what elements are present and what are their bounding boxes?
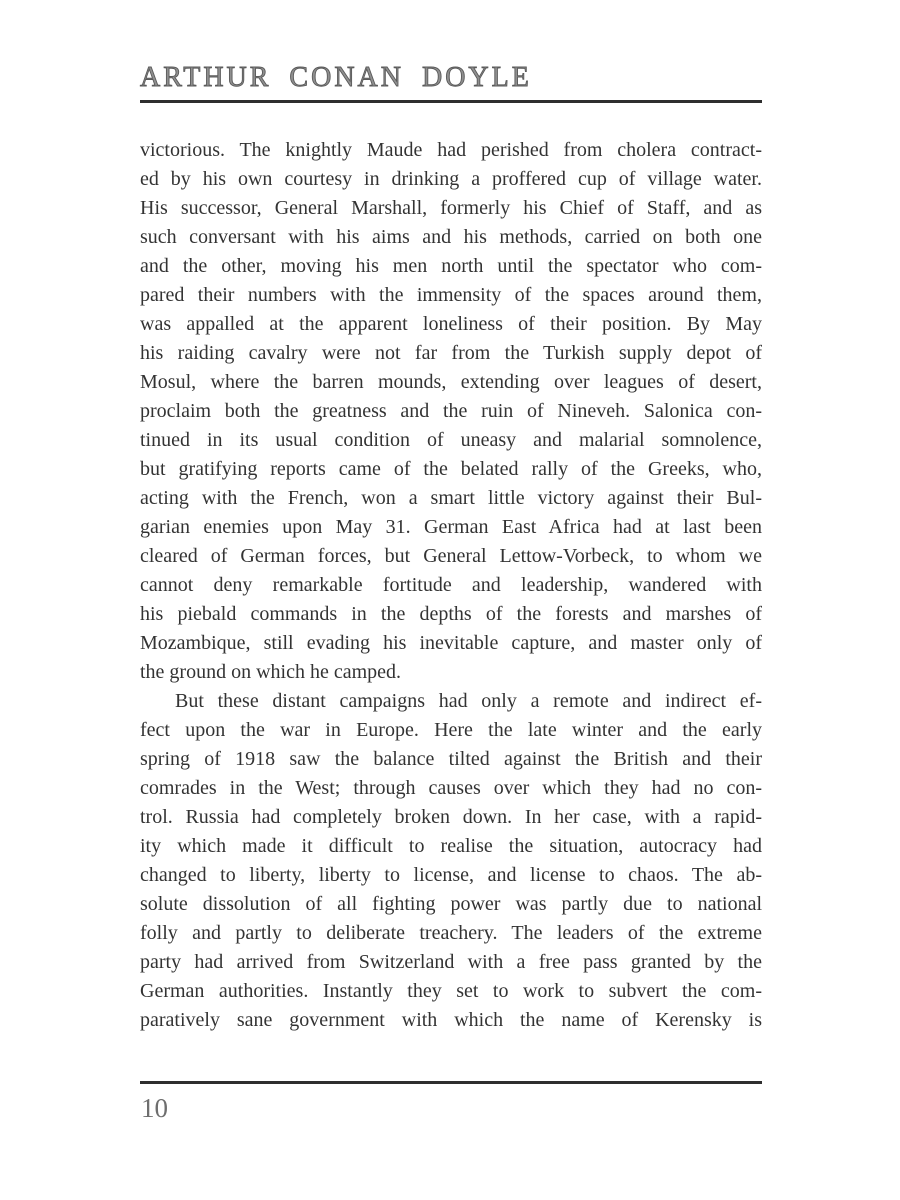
text-line: ed by his own courtesy in drinking a proffered cup of village water. — [140, 168, 762, 190]
text-line: fect upon the war in Europe. Here the late winter and the early — [140, 719, 762, 741]
text-line: victorious. The knightly Maude had perished from cholera contract- — [140, 139, 762, 161]
text-line: his raiding cavalry were not far from the Turkish supply depot of — [140, 342, 762, 364]
text-line: the ground on which he camped. — [140, 661, 402, 683]
text-line: spring of 1918 saw the balance tilted against the British and their — [140, 748, 762, 770]
text-line: proclaim both the greatness and the ruin of Nineveh. Salonica con- — [140, 400, 762, 422]
text-line: acting with the French, won a smart little victory against their Bul- — [140, 487, 762, 509]
text-line: was appalled at the apparent loneliness of their position. By May — [140, 313, 762, 335]
footer-rule — [140, 1081, 762, 1084]
text-line: trol. Russia had completely broken down. In her case, with a rapid- — [140, 806, 762, 828]
text-line: such conversant with his aims and his methods, carried on both one — [140, 226, 762, 248]
text-line: paratively sane government with which the name of Kerensky is — [140, 1009, 762, 1031]
text-line: German authorities. Instantly they set to work to subvert the com- — [140, 980, 762, 1002]
text-line: changed to liberty, liberty to license, and license to chaos. The ab- — [140, 864, 762, 886]
text-line: ity which made it difficult to realise the situation, autocracy had — [140, 835, 762, 857]
text-line: folly and partly to deliberate treachery. The leaders of the extreme — [140, 922, 762, 944]
text-line: and the other, moving his men north until the spectator who com- — [140, 255, 762, 277]
page-number: 10 — [141, 1093, 168, 1123]
header-rule — [140, 100, 762, 103]
text-line: party had arrived from Switzerland with a free pass granted by the — [140, 951, 762, 973]
text-line: Mozambique, still evading his inevitable capture, and master only of — [140, 632, 762, 654]
text-line: comrades in the West; through causes over which they had no con- — [140, 777, 762, 799]
page-header-author: ARTHUR CONAN DOYLE — [140, 62, 532, 93]
text-line: solute dissolution of all fighting power was partly due to national — [140, 893, 762, 915]
text-line: But these distant campaigns had only a remote and indirect ef- — [175, 690, 762, 712]
text-line: Mosul, where the barren mounds, extending over leagues of desert, — [140, 371, 762, 393]
text-line: His successor, General Marshall, formerly his Chief of Staff, and as — [140, 197, 762, 219]
text-line: cleared of German forces, but General Lettow-Vorbeck, to whom we — [140, 545, 762, 567]
text-line: his piebald commands in the depths of the forests and marshes of — [140, 603, 762, 625]
text-line: tinued in its usual condition of uneasy and malarial somnolence, — [140, 429, 762, 451]
text-line: pared their numbers with the immensity of the spaces around them, — [140, 284, 762, 306]
text-line: garian enemies upon May 31. German East Africa had at last been — [140, 516, 762, 538]
body-text — [140, 136, 762, 1035]
text-line: cannot deny remarkable fortitude and leadership, wandered with — [140, 574, 762, 596]
text-line: but gratifying reports came of the belated rally of the Greeks, who, — [140, 458, 762, 480]
